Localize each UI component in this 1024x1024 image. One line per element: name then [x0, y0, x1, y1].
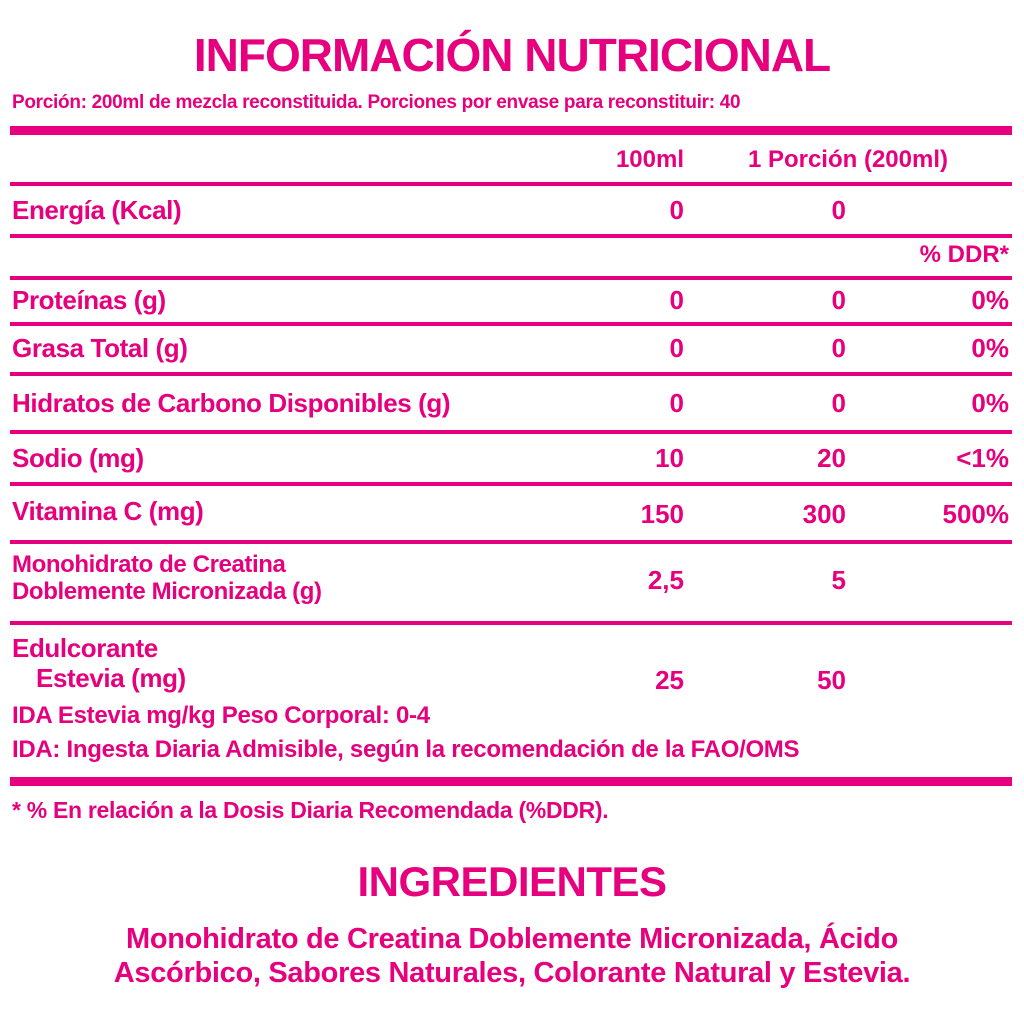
value-edulcorante-100ml: 25 — [655, 665, 684, 695]
divider — [10, 182, 1012, 186]
divider — [10, 276, 1012, 280]
value-creatina-100ml: 2,5 — [647, 565, 684, 595]
ida-estevia-note: IDA Estevia mg/kg Peso Corporal: 0-4 — [12, 702, 430, 729]
column-header-portion: 1 Porción (200ml) — [747, 146, 948, 173]
value-grasa-100ml: 0 — [669, 333, 684, 363]
value-grasa-portion: 0 — [831, 333, 846, 363]
row-label-edulcorante-line2: Estevia (mg) — [36, 663, 186, 693]
value-proteinas-100ml: 0 — [669, 285, 684, 315]
divider — [10, 540, 1012, 544]
value-proteinas-portion: 0 — [831, 285, 846, 315]
ingredients-title: INGREDIENTES — [357, 858, 667, 905]
divider — [10, 430, 1012, 434]
divider — [10, 621, 1012, 625]
value-sodio-ddr: <1% — [956, 443, 1009, 473]
value-energia-100ml: 0 — [669, 195, 684, 225]
value-energia-portion: 0 — [831, 195, 846, 225]
page-title: INFORMACIÓN NUTRICIONAL — [193, 29, 831, 81]
column-header-100ml: 100ml — [615, 146, 684, 173]
value-grasa-ddr: 0% — [971, 333, 1009, 363]
footnote: * % En relación a la Dosis Diaria Recomendada (%DDR). — [12, 797, 609, 823]
ingredients-line2: Ascórbico, Sabores Naturales, Colorante Natural y Estevia. — [113, 957, 911, 989]
divider — [10, 126, 1012, 135]
value-hidratos-ddr: 0% — [971, 388, 1009, 418]
row-label-energia: Energía (Kcal) — [12, 195, 182, 225]
row-label-creatina — [12, 551, 322, 605]
value-vitamina-portion: 300 — [802, 499, 846, 529]
value-sodio-portion: 20 — [817, 443, 846, 473]
row-label-vitamina-c: Vitamina C (mg) — [12, 496, 204, 526]
ingredients-text — [0, 922, 1024, 990]
row-label-edulcorante — [12, 633, 186, 693]
ingredients-line1: Monohidrato de Creatina Doblemente Micronizada, Ácido — [125, 923, 898, 955]
value-edulcorante-portion: 50 — [817, 665, 846, 695]
row-label-hidratos: Hidratos de Carbono Disponibles (g) — [12, 388, 451, 418]
value-hidratos-100ml: 0 — [669, 388, 684, 418]
value-vitamina-ddr: 500% — [942, 499, 1009, 529]
value-creatina-portion: 5 — [831, 565, 846, 595]
row-label-sodio: Sodio (mg) — [12, 443, 144, 473]
divider — [10, 372, 1012, 376]
value-sodio-100ml: 10 — [655, 443, 684, 473]
value-proteinas-ddr: 0% — [971, 285, 1009, 315]
value-hidratos-portion: 0 — [831, 388, 846, 418]
divider — [10, 777, 1012, 786]
row-label-creatina-line1: Monohidrato de Creatina — [12, 551, 286, 578]
column-header-ddr: % DDR* — [919, 241, 1009, 268]
row-label-creatina-line2: Doblemente Micronizada (g) — [12, 578, 322, 605]
row-label-edulcorante-line1: Edulcorante — [12, 633, 158, 663]
row-label-proteinas: Proteínas (g) — [12, 285, 166, 315]
row-label-grasa: Grasa Total (g) — [12, 333, 188, 363]
divider — [10, 322, 1012, 326]
portion-info: Porción: 200ml de mezcla reconstituida. Porciones por envase para reconstituir: 40 — [12, 92, 741, 113]
divider — [10, 234, 1012, 238]
value-vitamina-100ml: 150 — [640, 499, 684, 529]
divider — [10, 482, 1012, 486]
ida-definition-note: IDA: Ingesta Diaria Admisible, según la recomendación de la FAO/OMS — [12, 736, 800, 763]
